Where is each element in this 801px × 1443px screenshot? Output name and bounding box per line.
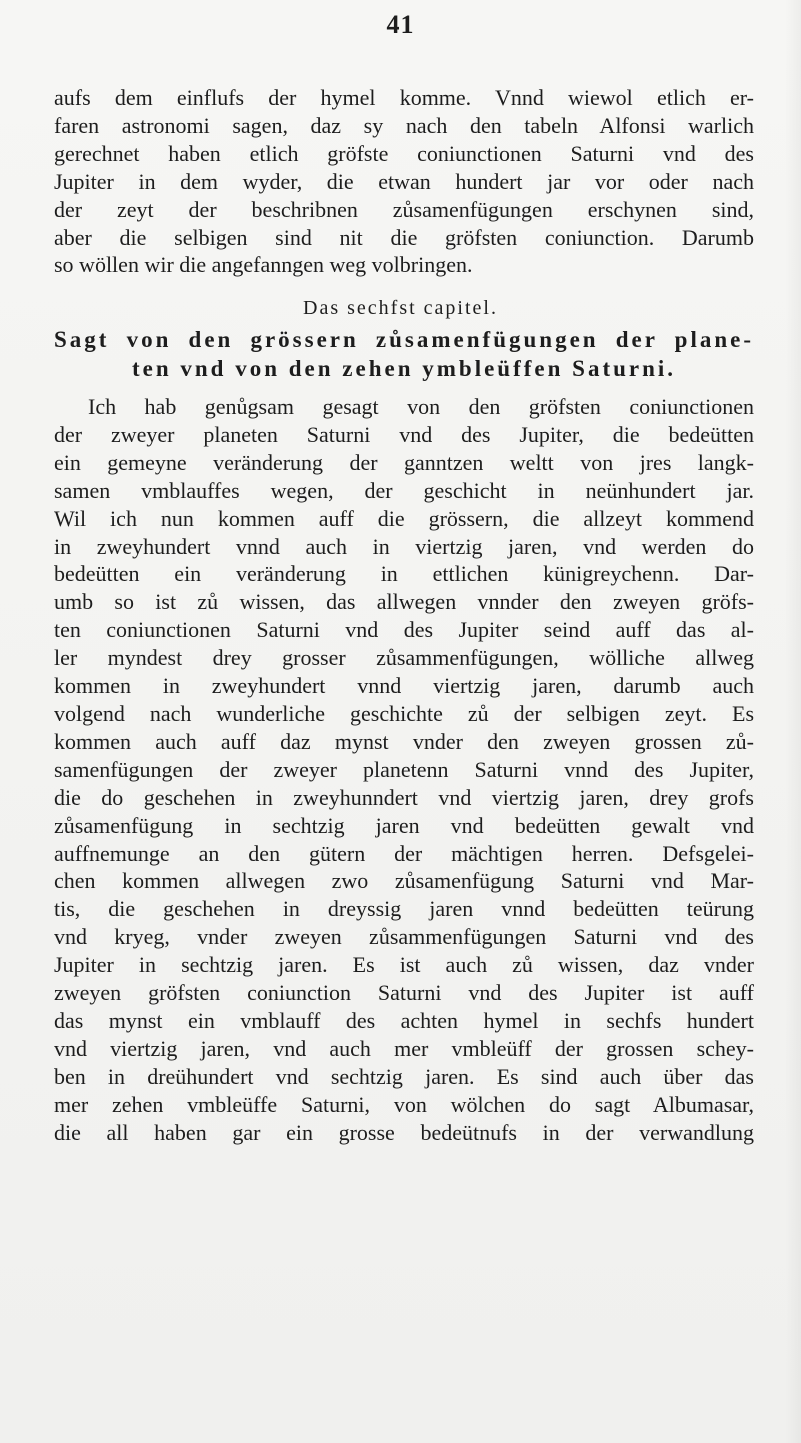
- intro-line: aufs dem einflufs der hymel komme. Vnnd wiewol etlich er-: [54, 85, 754, 110]
- body-line: samenfügungen der zweyer planetenn Saturni vnnd des Jupiter,: [54, 756, 754, 782]
- body-line: bedeütten ein veränderung in ettlichen künigreychenn. Dar-: [54, 561, 754, 587]
- body-line: ein gemeyne veränderung der ganntzen weltt von jres langk-: [54, 449, 754, 475]
- body-line: volgend nach wunderliche geschichte zů der selbigen zeyt. Es: [54, 700, 754, 726]
- body-line: die all haben gar ein grosse bedeütnufs in der verwandlung: [54, 1119, 754, 1145]
- intro-line: so wöllen wir die angefanngen weg volbringen.: [54, 252, 473, 278]
- body-line: mer zehen vmbleüffe Saturni, von wölchen do sagt Albumasar,: [54, 1091, 754, 1117]
- body-line: ten coniunctionen Saturni vnd des Jupiter seind auff das al-: [54, 617, 754, 643]
- page-edge-shadow: [785, 0, 801, 1443]
- intro-line: aber die selbigen sind nit die gröfsten coniunction. Darumb: [54, 224, 754, 250]
- body-line: ler myndest drey grosser zůsammenfügungen, wölliche allweg: [54, 645, 754, 671]
- intro-line: Jupiter in dem wyder, die etwan hundert jar vor oder nach: [54, 168, 754, 194]
- body-line: das mynst ein vmblauff des achten hymel in sechfs hundert: [54, 1007, 754, 1033]
- body-line: auffnemunge an den gütern der mächtigen herren. Defsgelei-: [54, 840, 754, 866]
- intro-line: gerechnet haben etlich gröfste coniunctionen Saturni vnd des: [54, 140, 754, 166]
- heading-line: ten vnd von den zehen ymbleüffen Saturni.: [131, 356, 677, 381]
- body-line: zweyen gröfsten coniunction Saturni vnd des Jupiter ist auff: [54, 980, 754, 1006]
- intro-line: der zeyt der beschribnen zůsamenfügungen erschynen sind,: [54, 196, 754, 222]
- body-line: kommen auch auff daz mynst vnder den zweyen grossen zů-: [54, 728, 754, 754]
- body-line: samen vmblauffes wegen, der geschicht in neünhundert jar.: [54, 477, 754, 503]
- body-line: chen kommen allwegen zwo zůsamenfügung Saturni vnd Mar-: [54, 868, 754, 894]
- heading-line: Sagt von den grössern zůsamenfügungen der plane-: [54, 327, 754, 352]
- chapter-heading: [54, 325, 754, 383]
- body-line: umb so ist zů wissen, das allwegen vnnder den zweyen gröfs-: [54, 589, 754, 615]
- body-line: Ich hab genůgsam gesagt von den gröfsten coniunctionen: [88, 394, 754, 419]
- body-line: kommen in zweyhundert vnnd viertzig jaren, darumb auch: [54, 673, 754, 699]
- body-line: Jupiter in sechtzig jaren. Es ist auch zů wissen, daz vnder: [54, 952, 754, 978]
- body-paragraph: [54, 393, 754, 1146]
- body-line: vnd kryeg, vnder zweyen zůsammenfügungen Saturni vnd des: [54, 924, 754, 950]
- body-line: in zweyhundert vnnd auch in viertzig jaren, vnd werden do: [54, 533, 754, 559]
- page-number: 41: [386, 10, 415, 39]
- body-line: ben in dreühundert vnd sechtzig jaren. Es sind auch über das: [54, 1063, 754, 1089]
- intro-paragraph: [54, 84, 754, 279]
- body-line: vnd viertzig jaren, vnd auch mer vmbleüff der grossen schey-: [54, 1035, 754, 1061]
- body-line: Wil ich nun kommen auff die grössern, die allzeyt kommend: [54, 505, 754, 531]
- body-line: die do geschehen in zweyhunndert vnd viertzig jaren, drey grofs: [54, 784, 754, 810]
- body-line: der zweyer planeten Saturni vnd des Jupiter, die bedeütten: [54, 421, 754, 447]
- intro-line: faren astronomi sagen, daz sy nach den tabeln Alfonsi warlich: [54, 112, 754, 138]
- chapter-label: Das sechfst capitel.: [303, 297, 498, 319]
- body-line: tis, die geschehen in dreyssig jaren vnnd bedeütten teürung: [54, 896, 754, 922]
- body-line: zůsamenfügung in sechtzig jaren vnd bedeütten gewalt vnd: [54, 812, 754, 838]
